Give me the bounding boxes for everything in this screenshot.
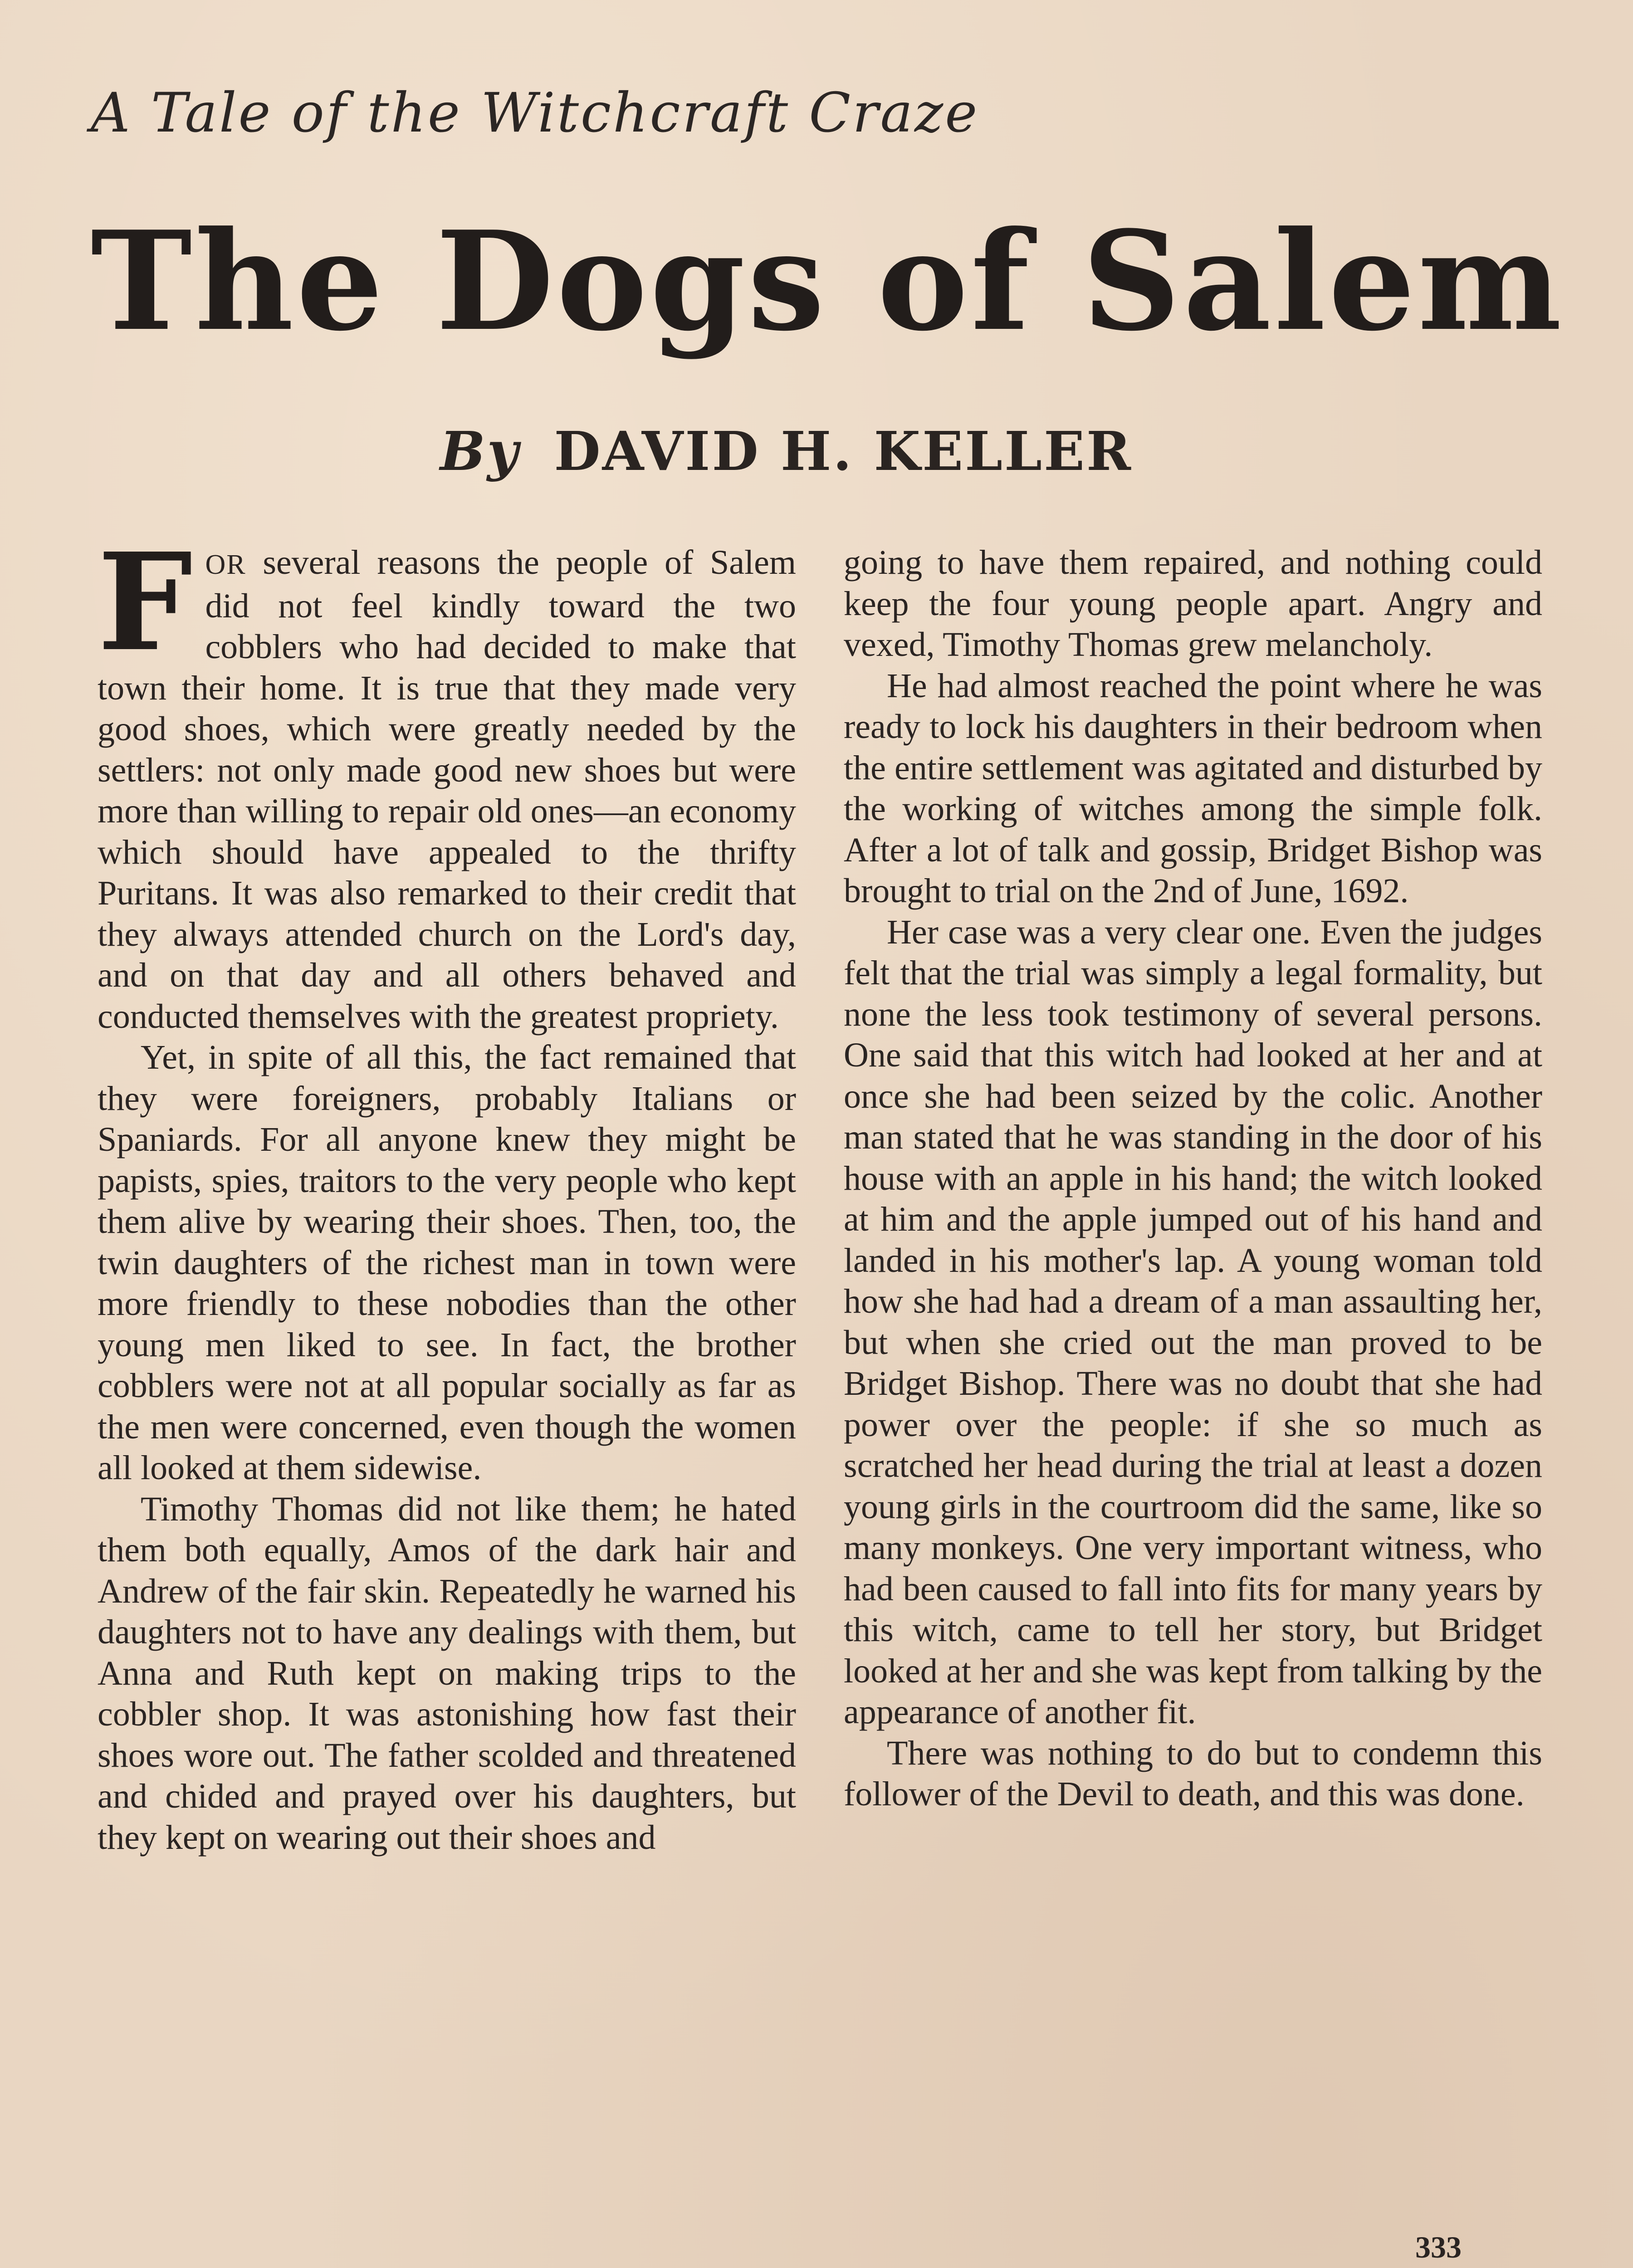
page-number: 333 <box>1415 2230 1462 2264</box>
article-paragraph: Her case was a very clear one. Even the judges felt that the trial was simply a legal formality, but none the less took testimony of several persons. One said that this witch had looked at her and at once she had been seized by the colic. Another man stated that he was standing in the door of his house with an apple in his hand; the witch looked at him and the apple jumped out of his hand and landed in his mother's lap. A young woman told how she had had a dream of a man assaulting her, but when she cried out the man proved to be Bridget Bishop. There was no doubt that she had power over the people: if she so much as scratched her head during the trial at least a dozen young girls in the courtroom did the same, like so many monkeys. One very important witness, who had been caused to fall into fits for many years by this witch, came to tell her story, but Bridget looked at her and she was kept from talking by the appearance of another fit. <box>844 913 1542 1731</box>
story-title: The Dogs of Salem <box>91 201 1565 361</box>
article-paragraph: going to have them repaired, and nothing could keep the four young people apart. Angry and vexed, Timothy Thomas grew melancholy. <box>844 543 1542 664</box>
opening-caps: OR <box>205 549 246 580</box>
article-paragraph: Yet, in spite of all this, the fact remained that they were foreigners, probably Italians or Spaniards. For all anyone knew they might be papists, spies, traitors to the very people who kept them alive by wearing their shoes. Then, too, the twin daughters of the richest man in town were more friendly to these nobodies than the other young men liked to see. In fact, the brother cobblers were not at all popular socially as far as the men were concerned, even though the women all looked at them sidewise. <box>98 1038 796 1487</box>
article-paragraph: He had almost reached the point where he was ready to lock his daughters in their bedroom when the entire settlement was agitated and disturbed by the working of witches among the simple folk. After a lot of talk and gossip, Bridget Bishop was brought to trial on the 2nd of June, 1692. <box>844 666 1542 910</box>
article-column-right <box>844 542 1542 1815</box>
drop-cap: F <box>98 523 193 681</box>
byline-prefix: By <box>440 420 520 483</box>
byline <box>440 420 1133 483</box>
paragraph-text: several reasons the people of Salem did not feel kindly toward the two cobblers who had decided to make that town their home. It is true that they made very good shoes, which were greatly needed by the settlers: not only made good new shoes but were more than willing to repair old ones—an economy which should have appealed to the thrifty Puritans. It was also remarked to their credit that they always attended church on the Lord's day, and on that day and all others behaved and conducted themselves with the greatest propriety. <box>98 543 796 1036</box>
article-paragraph: There was nothing to do but to condemn this follower of the Devil to death, and this was done. <box>844 1734 1542 1813</box>
article-column-left <box>98 523 796 1858</box>
article-paragraph <box>98 523 796 1037</box>
story-kicker: A Tale of the Witchcraft Craze <box>91 82 979 145</box>
byline-author: DAVID H. KELLER <box>554 420 1133 483</box>
article-paragraph: Timothy Thomas did not like them; he hated them both equally, Amos of the dark hair and Andrew of the fair skin. Repeatedly he warned his daughters not to have any dealings with them, but Anna and Ruth kept on making trips to the cobbler shop. It was astonishing how fast their shoes wore out. The father scolded and threatened and chided and prayed over his daughters, but they kept on wearing out their shoes and <box>98 1490 796 1857</box>
